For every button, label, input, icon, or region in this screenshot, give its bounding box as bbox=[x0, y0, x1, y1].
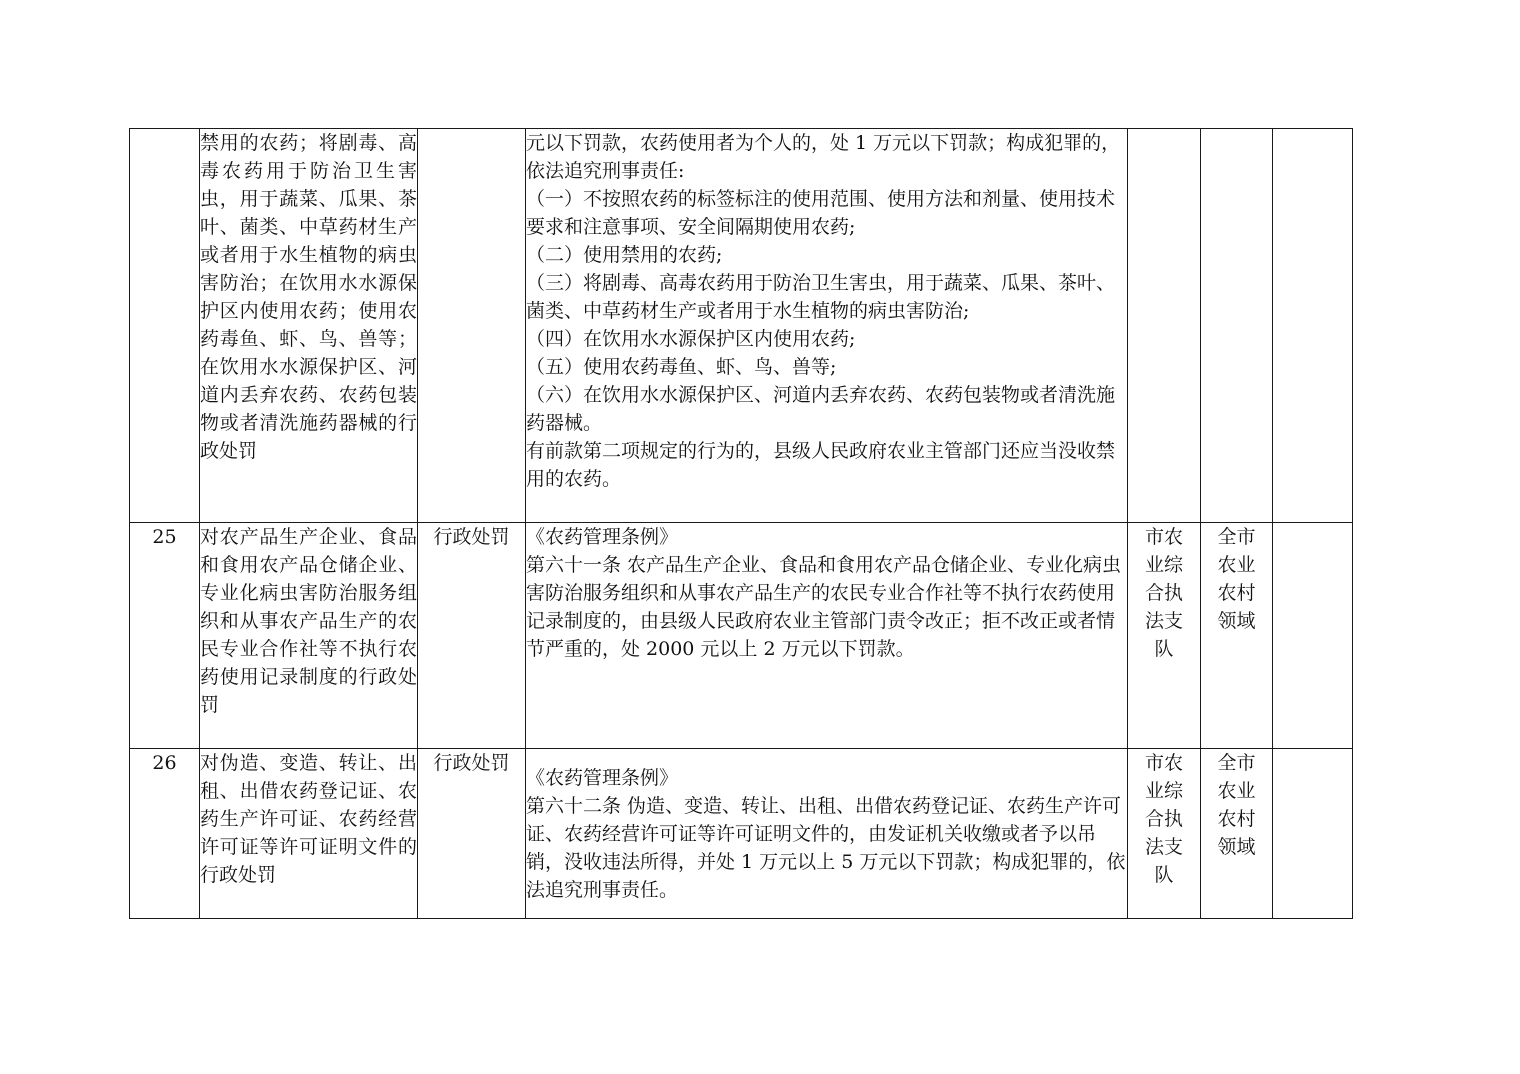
remark-cell bbox=[1273, 523, 1353, 749]
basis-paragraph: 第六十一条 农产品生产企业、食品和食用农产品仓储企业、专业化病虫害防治服务组织和从事农产品生产的农民专业合作社等不执行农药使用记录制度的，由县级人民政府农业主管部门责令改正；拒不改正或者情节严重的，处 2000 元以上 2 万元以下罚款。 bbox=[526, 554, 1122, 660]
basis-paragraph: 有前款第二项规定的行为的，县级人民政府农业主管部门还应当没收禁用的农药。 bbox=[526, 440, 1116, 490]
item-type-cell: 行政处罚 bbox=[418, 523, 526, 749]
scope-cell bbox=[1201, 749, 1273, 919]
remark-cell bbox=[1273, 749, 1353, 919]
item-type-cell: 行政处罚 bbox=[418, 749, 526, 919]
basis-paragraph: （五）使用农药毒鱼、虾、鸟、兽等; bbox=[526, 356, 837, 378]
basis-paragraph: （四）在饮用水水源保护区内使用农药; bbox=[526, 328, 856, 350]
table-row bbox=[130, 523, 1353, 749]
table-row bbox=[130, 129, 1353, 523]
item-name-cell: 对伪造、变造、转让、出租、出借农药登记证、农药生产许可证、农药经营许可证等许可证明文件的行政处罚 bbox=[200, 749, 418, 919]
legal-basis-cell bbox=[526, 129, 1128, 523]
department-cell bbox=[1128, 523, 1201, 749]
scope-cell bbox=[1201, 129, 1273, 523]
item-name-cell: 对农产品生产企业、食品和食用农产品仓储企业、专业化病虫害防治服务组织和从事农产品生产的农民专业合作社等不执行农药使用记录制度的行政处罚 bbox=[200, 523, 418, 749]
row-number-cell: 25 bbox=[130, 523, 200, 749]
basis-paragraph: （二）使用禁用的农药; bbox=[526, 244, 723, 266]
item-type-cell bbox=[418, 129, 526, 523]
item-name-cell: 禁用的农药；将剧毒、高毒农药用于防治卫生害虫，用于蔬菜、瓜果、茶叶、菌类、中草药材生产或者用于水生植物的病虫害防治；在饮用水水源保护区内使用农药；使用农药毒鱼、虾、鸟、兽等；在饮用水水源保护区、河道内丢弃农药、农药包装物或者清洗施药器械的行政处罚 bbox=[200, 129, 418, 523]
row-number-cell bbox=[130, 129, 200, 523]
department-cell bbox=[1128, 749, 1201, 919]
basis-paragraph: 元以下罚款，农药使用者为个人的，处 1 万元以下罚款；构成犯罪的，依法追究刑事责任: bbox=[526, 132, 1121, 182]
basis-paragraph: 《农药管理条例》 bbox=[526, 526, 679, 548]
scope-text: 全市农业农村领域 bbox=[1217, 526, 1256, 632]
department-text: 市农业综合执法支队 bbox=[1144, 526, 1183, 660]
table-row bbox=[130, 749, 1353, 919]
scope-text: 全市农业农村领域 bbox=[1217, 752, 1256, 858]
row-number-cell: 26 bbox=[130, 749, 200, 919]
basis-paragraph: 第六十二条 伪造、变造、转让、出租、出借农药登记证、农药生产许可证、农药经营许可证等许可证明文件的，由发证机关收缴或者予以吊销，没收违法所得，并处 1 万元以上 5 万元以下罚款；构成犯罪的，依法追究刑事责任。 bbox=[526, 794, 1126, 901]
basis-paragraph: （一）不按照农药的标签标注的使用范围、使用方法和剂量、使用技术要求和注意事项、安全间隔期使用农药; bbox=[526, 188, 1116, 238]
scope-cell bbox=[1201, 523, 1273, 749]
basis-paragraph: （三）将剧毒、高毒农药用于防治卫生害虫，用于蔬菜、瓜果、茶叶、菌类、中草药材生产或者用于水生植物的病虫害防治; bbox=[526, 272, 1116, 322]
department-cell bbox=[1128, 129, 1201, 523]
department-text: 市农业综合执法支队 bbox=[1144, 752, 1183, 886]
basis-paragraph: 《农药管理条例》 bbox=[526, 766, 679, 789]
legal-basis-cell bbox=[526, 523, 1128, 749]
remark-cell bbox=[1273, 129, 1353, 523]
enforcement-table bbox=[129, 128, 1353, 919]
legal-basis-cell bbox=[526, 749, 1128, 919]
basis-paragraph: （六）在饮用水水源保护区、河道内丢弃农药、农药包装物或者清洗施药器械。 bbox=[526, 384, 1116, 434]
